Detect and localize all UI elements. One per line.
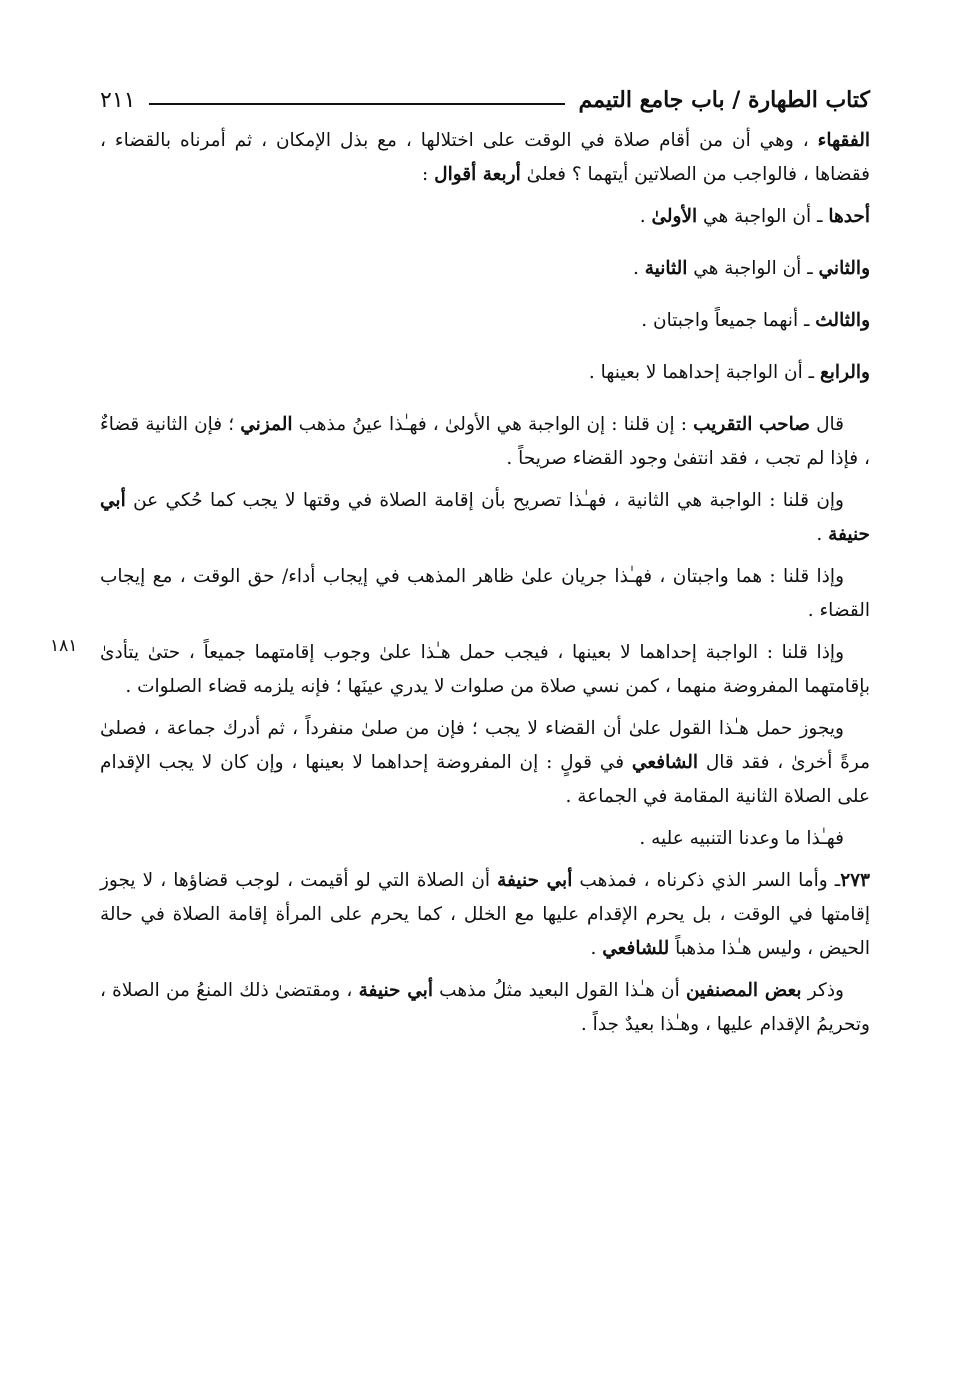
bold-term: والثاني (818, 258, 870, 279)
text-run: ؛ فإن الثانية قضاءٌ ، فإذا لم تجب ، فقد انتفىٰ وجود القضاء صريحاً . (100, 414, 870, 469)
text-run: . (639, 206, 652, 227)
text-run: وإن قلنا : الواجبة هي الثانية ، فهـٰذا تصريح بأن إقامة الصلاة في وقتها لا يجب كما حُكي عن (125, 490, 844, 511)
text-run: ، وهي أن من أقام صلاة في الوقت على اختلالها ، مع بذل الإمكان ، ثم أمرناه بالقضاء ، فقضاها ، فالواجب من الصلاتين أيتهما ؟ فعلىٰ (100, 130, 870, 185)
text-run: ـ أن الواجبة إحداهما لا بعينها . (588, 362, 820, 383)
margin-page-reference: ١٨١ (50, 636, 78, 656)
text-run: ـ أن الواجبة هي (687, 258, 819, 279)
list-item-fourth (100, 356, 870, 390)
bold-term: الأولىٰ (651, 206, 698, 227)
bold-term: الثانية (644, 258, 688, 279)
list-item-second (100, 252, 870, 286)
text-run: : إن قلنا : إن الواجبة هي الأولىٰ ، فهـٰذا عينُ مذهب (292, 414, 694, 435)
text-run: ـ أنهما جميعاً واجبتان . (641, 310, 816, 331)
paragraph (100, 974, 870, 1042)
bold-term: الشافعي (631, 752, 699, 773)
bold-term: والرابع (819, 362, 870, 383)
text-run: ، ومقتضىٰ ذلك المنعُ من الصلاة ، وتحريمُ الإقدام عليها ، وهـٰذا بعيدٌ جداً . (100, 980, 870, 1035)
text-run: : (422, 164, 435, 185)
text-run: . (590, 938, 603, 959)
text-run: ـ وأما السر الذي ذكرناه ، فمذهب (572, 870, 841, 891)
text-run: أن هـٰذا القول البعيد مثلُ مذهب (432, 980, 686, 1001)
paragraph (100, 822, 870, 856)
paragraph (100, 636, 870, 704)
body-text (100, 124, 870, 1050)
text-run: أن الصلاة التي لو أقيمت ، لوجب قضاؤها ، لا يجوز إقامتها في الوقت ، بل يحرم الإقدام عليها مع الخلل ، كما يحرم على المرأة إقامة الصلاة في حالة الحيض ، وليس هـٰذا مذهباً (100, 870, 870, 959)
list-item-third (100, 304, 870, 338)
bold-term: للشافعي (602, 938, 670, 959)
bold-term: أبي حنيفة (358, 980, 433, 1001)
bold-term: أبي حنيفة (100, 490, 870, 545)
bold-term: المزني (240, 414, 293, 435)
running-title: كتاب الطهارة / باب جامع التيمم (578, 87, 870, 113)
paragraph (100, 712, 870, 814)
page-number: ٢١١ (100, 87, 136, 113)
bold-term: والثالث (815, 310, 870, 331)
bold-term: بعض المصنفين (685, 980, 802, 1001)
bold-term: الفقهاء (817, 130, 870, 151)
paragraph-intro (100, 124, 870, 192)
bold-term: أحدها (828, 206, 870, 227)
bold-term: أربعة أقوال (434, 164, 521, 185)
text-run: وإذا قلنا : الواجبة إحداهما لا بعينها ، فيجب حمل هـٰذا علىٰ وجوب إقامتهما جميعاً ، حتىٰ يتأدىٰ بإقامتهما المفروضة منهما ، كمن نسي صلاة من صلوات لا يدري عينَها ؛ فإنه يلزمه قضاء الصلوات . (100, 642, 870, 697)
text-run: قال (809, 414, 844, 435)
bold-term: صاحب التقريب (693, 414, 810, 435)
text-run: فهـٰذا ما وعدنا التنبيه عليه . (639, 828, 844, 849)
list-item-first (100, 200, 870, 234)
paragraph (100, 560, 870, 628)
text-run: وذكر (801, 980, 844, 1001)
text-run: . (816, 524, 829, 545)
paragraph (100, 484, 870, 552)
page-header (100, 78, 870, 122)
paragraph-numbered (100, 864, 870, 966)
text-run: في قولٍ : إن المفروضة إحداهما لا بعينها ، وإن كان لا يجب الإقدام على الصلاة الثانية المقامة في الجماعة . (100, 752, 870, 807)
text-run: ـ أن الواجبة هي (697, 206, 829, 227)
text-run: ويجوز حمل هـٰذا القول علىٰ أن القضاء لا يجب ؛ فإن من صلىٰ منفرداً ، ثم أدرك جماعة ، فصلىٰ مرةً أخرىٰ ، فقد قال (100, 718, 870, 773)
section-number: ٢٧٣ (840, 870, 870, 891)
header-rule (149, 103, 564, 105)
text-run: . (632, 258, 645, 279)
bold-term: أبي حنيفة (497, 870, 573, 891)
paragraph (100, 408, 870, 476)
text-run: وإذا قلنا : هما واجبتان ، فهـٰذا جريان علىٰ ظاهر المذهب في إيجاب أداء/ حق الوقت ، مع إيجاب القضاء . (100, 566, 870, 621)
